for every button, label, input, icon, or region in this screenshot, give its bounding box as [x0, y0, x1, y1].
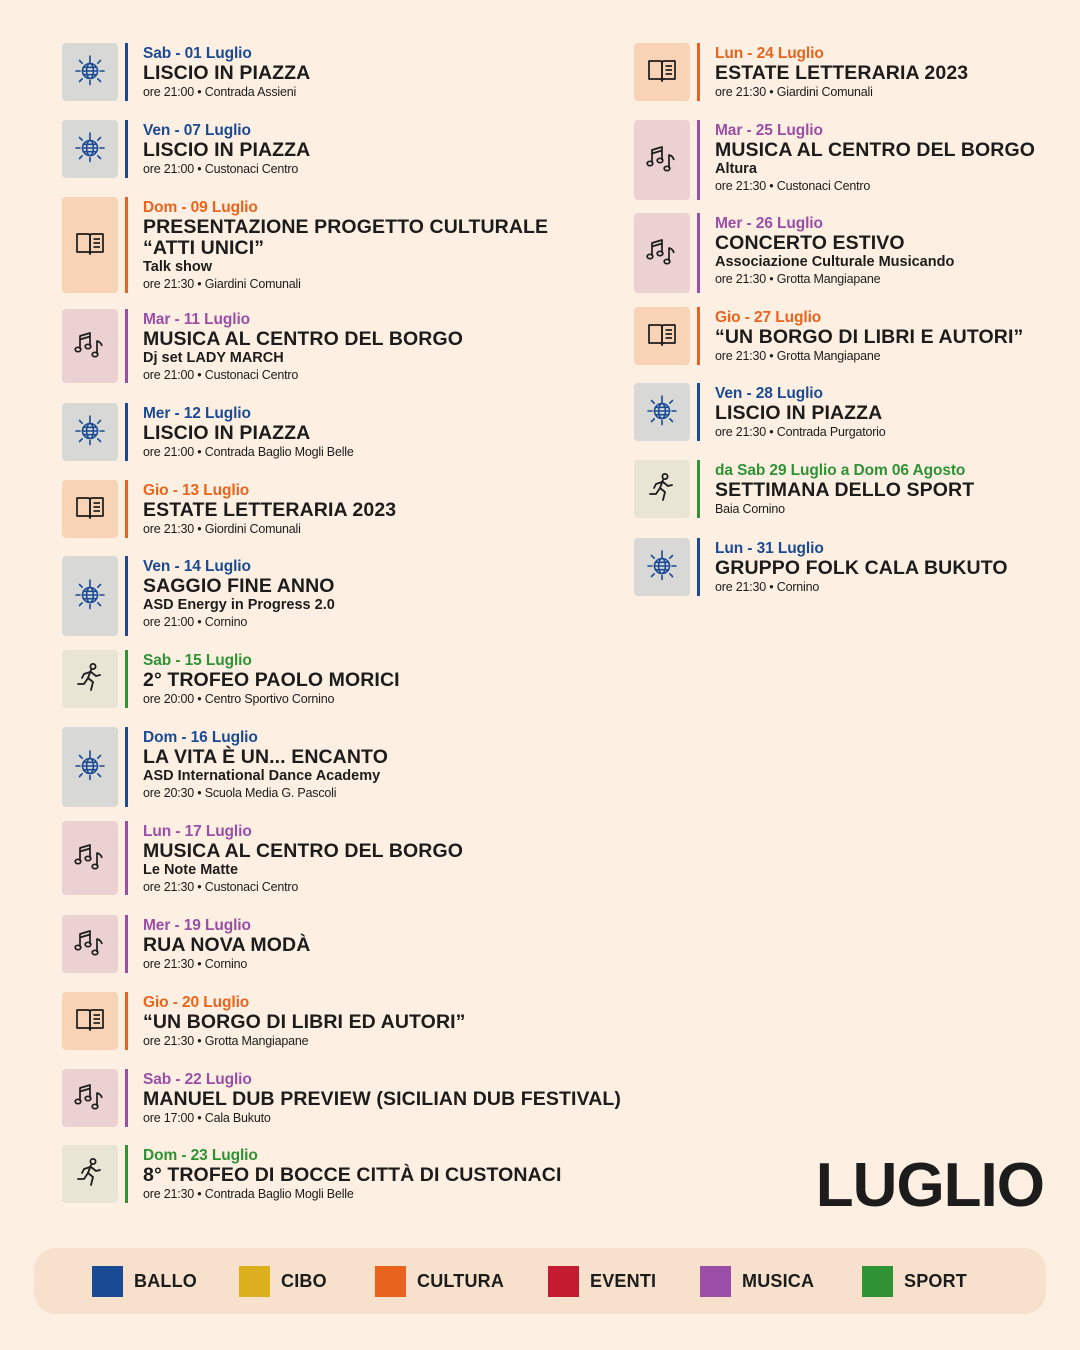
category-color-bar — [125, 992, 128, 1050]
event-subtitle: Altura — [715, 161, 757, 177]
legend-label: BALLO — [134, 1271, 197, 1291]
event-info — [143, 197, 548, 293]
legend-swatch — [375, 1266, 406, 1297]
event-title: MANUEL DUB PREVIEW (SICILIAN DUB FESTIVAL) — [143, 1088, 621, 1110]
event-date: Gio - 27 Luglio — [715, 309, 822, 326]
event-title: RUA NOVA MODÀ — [143, 934, 311, 956]
event-time-place: ore 21:00 • Cornino — [143, 615, 248, 629]
event-info — [143, 727, 388, 807]
event-info — [715, 383, 886, 441]
category-color-bar — [697, 213, 700, 293]
event-title: LISCIO IN PIAZZA — [143, 139, 311, 161]
disco-ball-icon — [73, 413, 107, 452]
event-category-tile — [634, 383, 690, 441]
book-icon — [73, 490, 107, 529]
event-category-tile — [62, 992, 118, 1050]
event-time-place: ore 20:00 • Centro Sportivo Cornino — [143, 692, 335, 706]
disco-ball-icon — [645, 393, 679, 432]
event-time-place: ore 21:30 • Grotta Mangiapane — [143, 1034, 309, 1048]
event-item — [62, 1069, 621, 1127]
event-subtitle: Le Note Matte — [143, 862, 239, 878]
disco-ball-icon — [73, 53, 107, 92]
event-item — [62, 1145, 561, 1203]
event-category-tile — [634, 120, 690, 200]
event-category-tile — [62, 821, 118, 895]
event-info — [143, 1145, 561, 1203]
disco-ball-icon — [73, 130, 107, 169]
runner-icon — [73, 660, 107, 699]
event-time-place: ore 21:30 • Giordini Comunali — [143, 522, 301, 536]
event-date: Sab - 01 Luglio — [143, 45, 252, 62]
music-notes-icon — [645, 141, 679, 180]
event-time-place: ore 21:30 • Grotta Mangiapane — [715, 349, 881, 363]
event-time-place: Baia Cornino — [715, 502, 785, 516]
event-info — [715, 538, 1008, 596]
event-date: Ven - 07 Luglio — [143, 122, 251, 139]
category-color-bar — [125, 1069, 128, 1127]
event-date: Mar - 25 Luglio — [715, 122, 823, 139]
book-icon — [73, 1002, 107, 1041]
event-info — [143, 1069, 621, 1127]
legend-swatch — [862, 1266, 893, 1297]
event-info — [715, 43, 968, 101]
event-title: MUSICA AL CENTRO DEL BORGO — [143, 840, 464, 862]
event-date: Mer - 26 Luglio — [715, 215, 823, 232]
legend-label: EVENTI — [590, 1271, 657, 1291]
event-title: MUSICA AL CENTRO DEL BORGO — [143, 328, 464, 350]
event-category-tile — [62, 556, 118, 636]
category-color-bar — [697, 538, 700, 596]
runner-icon — [645, 470, 679, 509]
music-notes-icon — [73, 925, 107, 964]
event-subtitle: Dj set LADY MARCH — [143, 350, 284, 366]
event-date: Lun - 24 Luglio — [715, 45, 824, 62]
event-info — [143, 309, 463, 383]
event-category-tile — [62, 197, 118, 293]
legend-item-sport — [862, 1266, 967, 1297]
event-time-place: ore 21:30 • Custonaci Centro — [715, 179, 871, 193]
event-time-place: ore 21:30 • Contrada Baglio Mogli Belle — [143, 1187, 354, 1201]
event-title: SETTIMANA DELLO SPORT — [715, 479, 975, 501]
category-color-bar — [125, 821, 128, 895]
event-date: Sab - 15 Luglio — [143, 652, 252, 669]
category-color-bar — [125, 650, 128, 708]
event-item — [62, 727, 388, 807]
event-info — [143, 403, 354, 461]
legend-label: SPORT — [904, 1271, 968, 1291]
legend-swatch — [239, 1266, 270, 1297]
event-time-place: ore 21:00 • Contrada Assieni — [143, 85, 297, 99]
music-notes-icon — [73, 1079, 107, 1118]
event-date: Dom - 23 Luglio — [143, 1147, 258, 1164]
month-title: LUGLIO — [815, 1151, 1044, 1220]
music-notes-icon — [73, 327, 107, 366]
event-item — [62, 197, 548, 293]
legend-label: MUSICA — [742, 1271, 815, 1291]
legend-item-cibo — [239, 1266, 327, 1297]
event-item — [634, 383, 886, 441]
event-title: GRUPPO FOLK CALA BUKUTO — [715, 557, 1008, 579]
event-date: Gio - 20 Luglio — [143, 994, 250, 1011]
category-color-bar — [125, 197, 128, 293]
disco-ball-icon — [73, 748, 107, 787]
legend-label: CIBO — [281, 1271, 327, 1291]
category-color-bar — [697, 307, 700, 365]
event-item — [62, 650, 400, 708]
category-color-bar — [697, 460, 700, 518]
event-category-tile — [634, 460, 690, 518]
event-date: Gio - 13 Luglio — [143, 482, 250, 499]
event-time-place: ore 21:00 • Contrada Baglio Mogli Belle — [143, 445, 354, 459]
event-subtitle: Talk show — [143, 259, 213, 275]
event-category-tile — [62, 120, 118, 178]
event-title: ESTATE LETTERARIA 2023 — [715, 62, 969, 84]
event-info — [143, 43, 310, 101]
event-info — [715, 460, 974, 518]
event-info — [143, 120, 310, 178]
event-time-place: ore 21:30 • Giardini Comunali — [715, 85, 873, 99]
event-title: CONCERTO ESTIVO — [715, 232, 905, 254]
event-item — [62, 915, 310, 973]
book-icon — [645, 317, 679, 356]
legend-label: CULTURA — [417, 1271, 505, 1291]
event-time-place: ore 21:30 • Cornino — [715, 580, 820, 594]
event-title: LISCIO IN PIAZZA — [143, 62, 311, 84]
event-item — [62, 821, 463, 895]
runner-icon — [73, 1155, 107, 1194]
category-color-bar — [697, 120, 700, 200]
event-info — [715, 307, 1023, 365]
category-color-bar — [697, 43, 700, 101]
event-info — [143, 650, 400, 708]
event-item — [62, 403, 354, 461]
event-item — [62, 43, 310, 101]
event-subtitle: Associazione Culturale Musicando — [715, 254, 955, 270]
event-category-tile — [62, 403, 118, 461]
category-color-bar — [125, 1145, 128, 1203]
event-date: Dom - 09 Luglio — [143, 199, 258, 216]
event-item — [634, 43, 968, 101]
legend-item-ballo — [92, 1266, 197, 1297]
event-info — [143, 556, 335, 636]
music-notes-icon — [73, 839, 107, 878]
event-category-tile — [62, 727, 118, 807]
category-color-bar — [125, 915, 128, 973]
music-notes-icon — [645, 234, 679, 273]
event-title: “UN BORGO DI LIBRI ED AUTORI” — [143, 1011, 466, 1033]
event-date: Dom - 16 Luglio — [143, 729, 258, 746]
category-legend — [34, 1248, 1046, 1314]
event-category-tile — [634, 307, 690, 365]
event-title: 2° TROFEO PAOLO MORICI — [143, 669, 400, 691]
legend-swatch — [700, 1266, 731, 1297]
category-color-bar — [125, 727, 128, 807]
event-subtitle: ASD International Dance Academy — [143, 768, 381, 784]
event-title: LISCIO IN PIAZZA — [715, 402, 883, 424]
event-date: Ven - 28 Luglio — [715, 385, 823, 402]
event-time-place: ore 21:00 • Custonaci Centro — [143, 162, 299, 176]
event-time-place: ore 21:00 • Custonaci Centro — [143, 368, 299, 382]
event-time-place: ore 21:30 • Grotta Mangiapane — [715, 272, 881, 286]
event-time-place: ore 21:30 • Custonaci Centro — [143, 880, 299, 894]
event-date: Mer - 12 Luglio — [143, 405, 251, 422]
event-item — [62, 992, 466, 1050]
event-info — [715, 213, 954, 293]
event-title: SAGGIO FINE ANNO — [143, 575, 335, 597]
event-date: Lun - 31 Luglio — [715, 540, 824, 557]
event-info — [715, 120, 1035, 200]
event-item — [62, 120, 310, 178]
event-title-line2: “ATTI UNICI” — [143, 237, 265, 259]
event-category-tile — [62, 480, 118, 538]
event-item — [62, 309, 463, 383]
legend-item-cultura — [375, 1266, 504, 1297]
event-date: Mar - 11 Luglio — [143, 311, 251, 328]
event-title: 8° TROFEO DI BOCCE CITTÀ DI CUSTONACI — [143, 1164, 562, 1186]
event-date: Mer - 19 Luglio — [143, 917, 251, 934]
event-title: ESTATE LETTERARIA 2023 — [143, 499, 397, 521]
event-title: LISCIO IN PIAZZA — [143, 422, 311, 444]
event-item — [634, 307, 1023, 365]
event-item — [634, 460, 974, 518]
category-color-bar — [697, 383, 700, 441]
event-info — [143, 480, 396, 538]
event-title: “UN BORGO DI LIBRI E AUTORI” — [715, 326, 1024, 348]
event-item — [634, 213, 954, 293]
category-color-bar — [125, 403, 128, 461]
legend-item-eventi — [548, 1266, 656, 1297]
event-item — [62, 480, 396, 538]
event-item — [634, 120, 1035, 200]
event-category-tile — [62, 915, 118, 973]
event-time-place: ore 21:30 • Cornino — [143, 957, 248, 971]
event-title: PRESENTAZIONE PROGETTO CULTURALE — [143, 216, 549, 238]
legend-swatch — [548, 1266, 579, 1297]
event-category-tile — [634, 43, 690, 101]
event-date: Sab - 22 Luglio — [143, 1071, 252, 1088]
event-time-place: ore 21:30 • Giardini Comunali — [143, 277, 301, 291]
event-info — [143, 821, 463, 895]
event-title: LA VITA È UN... ENCANTO — [143, 746, 388, 768]
book-icon — [645, 53, 679, 92]
event-date: da Sab 29 Luglio a Dom 06 Agosto — [715, 462, 966, 479]
category-color-bar — [125, 120, 128, 178]
category-color-bar — [125, 556, 128, 636]
event-item — [62, 556, 335, 636]
book-icon — [73, 226, 107, 265]
event-date: Ven - 14 Luglio — [143, 558, 251, 575]
event-item — [634, 538, 1008, 596]
event-category-tile — [62, 43, 118, 101]
event-info — [143, 992, 466, 1050]
category-color-bar — [125, 309, 128, 383]
category-color-bar — [125, 480, 128, 538]
event-category-tile — [62, 309, 118, 383]
event-title: MUSICA AL CENTRO DEL BORGO — [715, 139, 1036, 161]
event-info — [143, 915, 310, 973]
event-time-place: ore 20:30 • Scuola Media G. Pascoli — [143, 786, 337, 800]
legend-item-musica — [700, 1266, 814, 1297]
event-category-tile — [634, 213, 690, 293]
disco-ball-icon — [645, 548, 679, 587]
disco-ball-icon — [73, 577, 107, 616]
event-category-tile — [62, 650, 118, 708]
event-category-tile — [634, 538, 690, 596]
event-date: Lun - 17 Luglio — [143, 823, 252, 840]
event-category-tile — [62, 1145, 118, 1203]
event-time-place: ore 17:00 • Cala Bukuto — [143, 1111, 271, 1125]
event-category-tile — [62, 1069, 118, 1127]
event-subtitle: ASD Energy in Progress 2.0 — [143, 597, 335, 613]
event-time-place: ore 21:30 • Contrada Purgatorio — [715, 425, 886, 439]
legend-swatch — [92, 1266, 123, 1297]
category-color-bar — [125, 43, 128, 101]
